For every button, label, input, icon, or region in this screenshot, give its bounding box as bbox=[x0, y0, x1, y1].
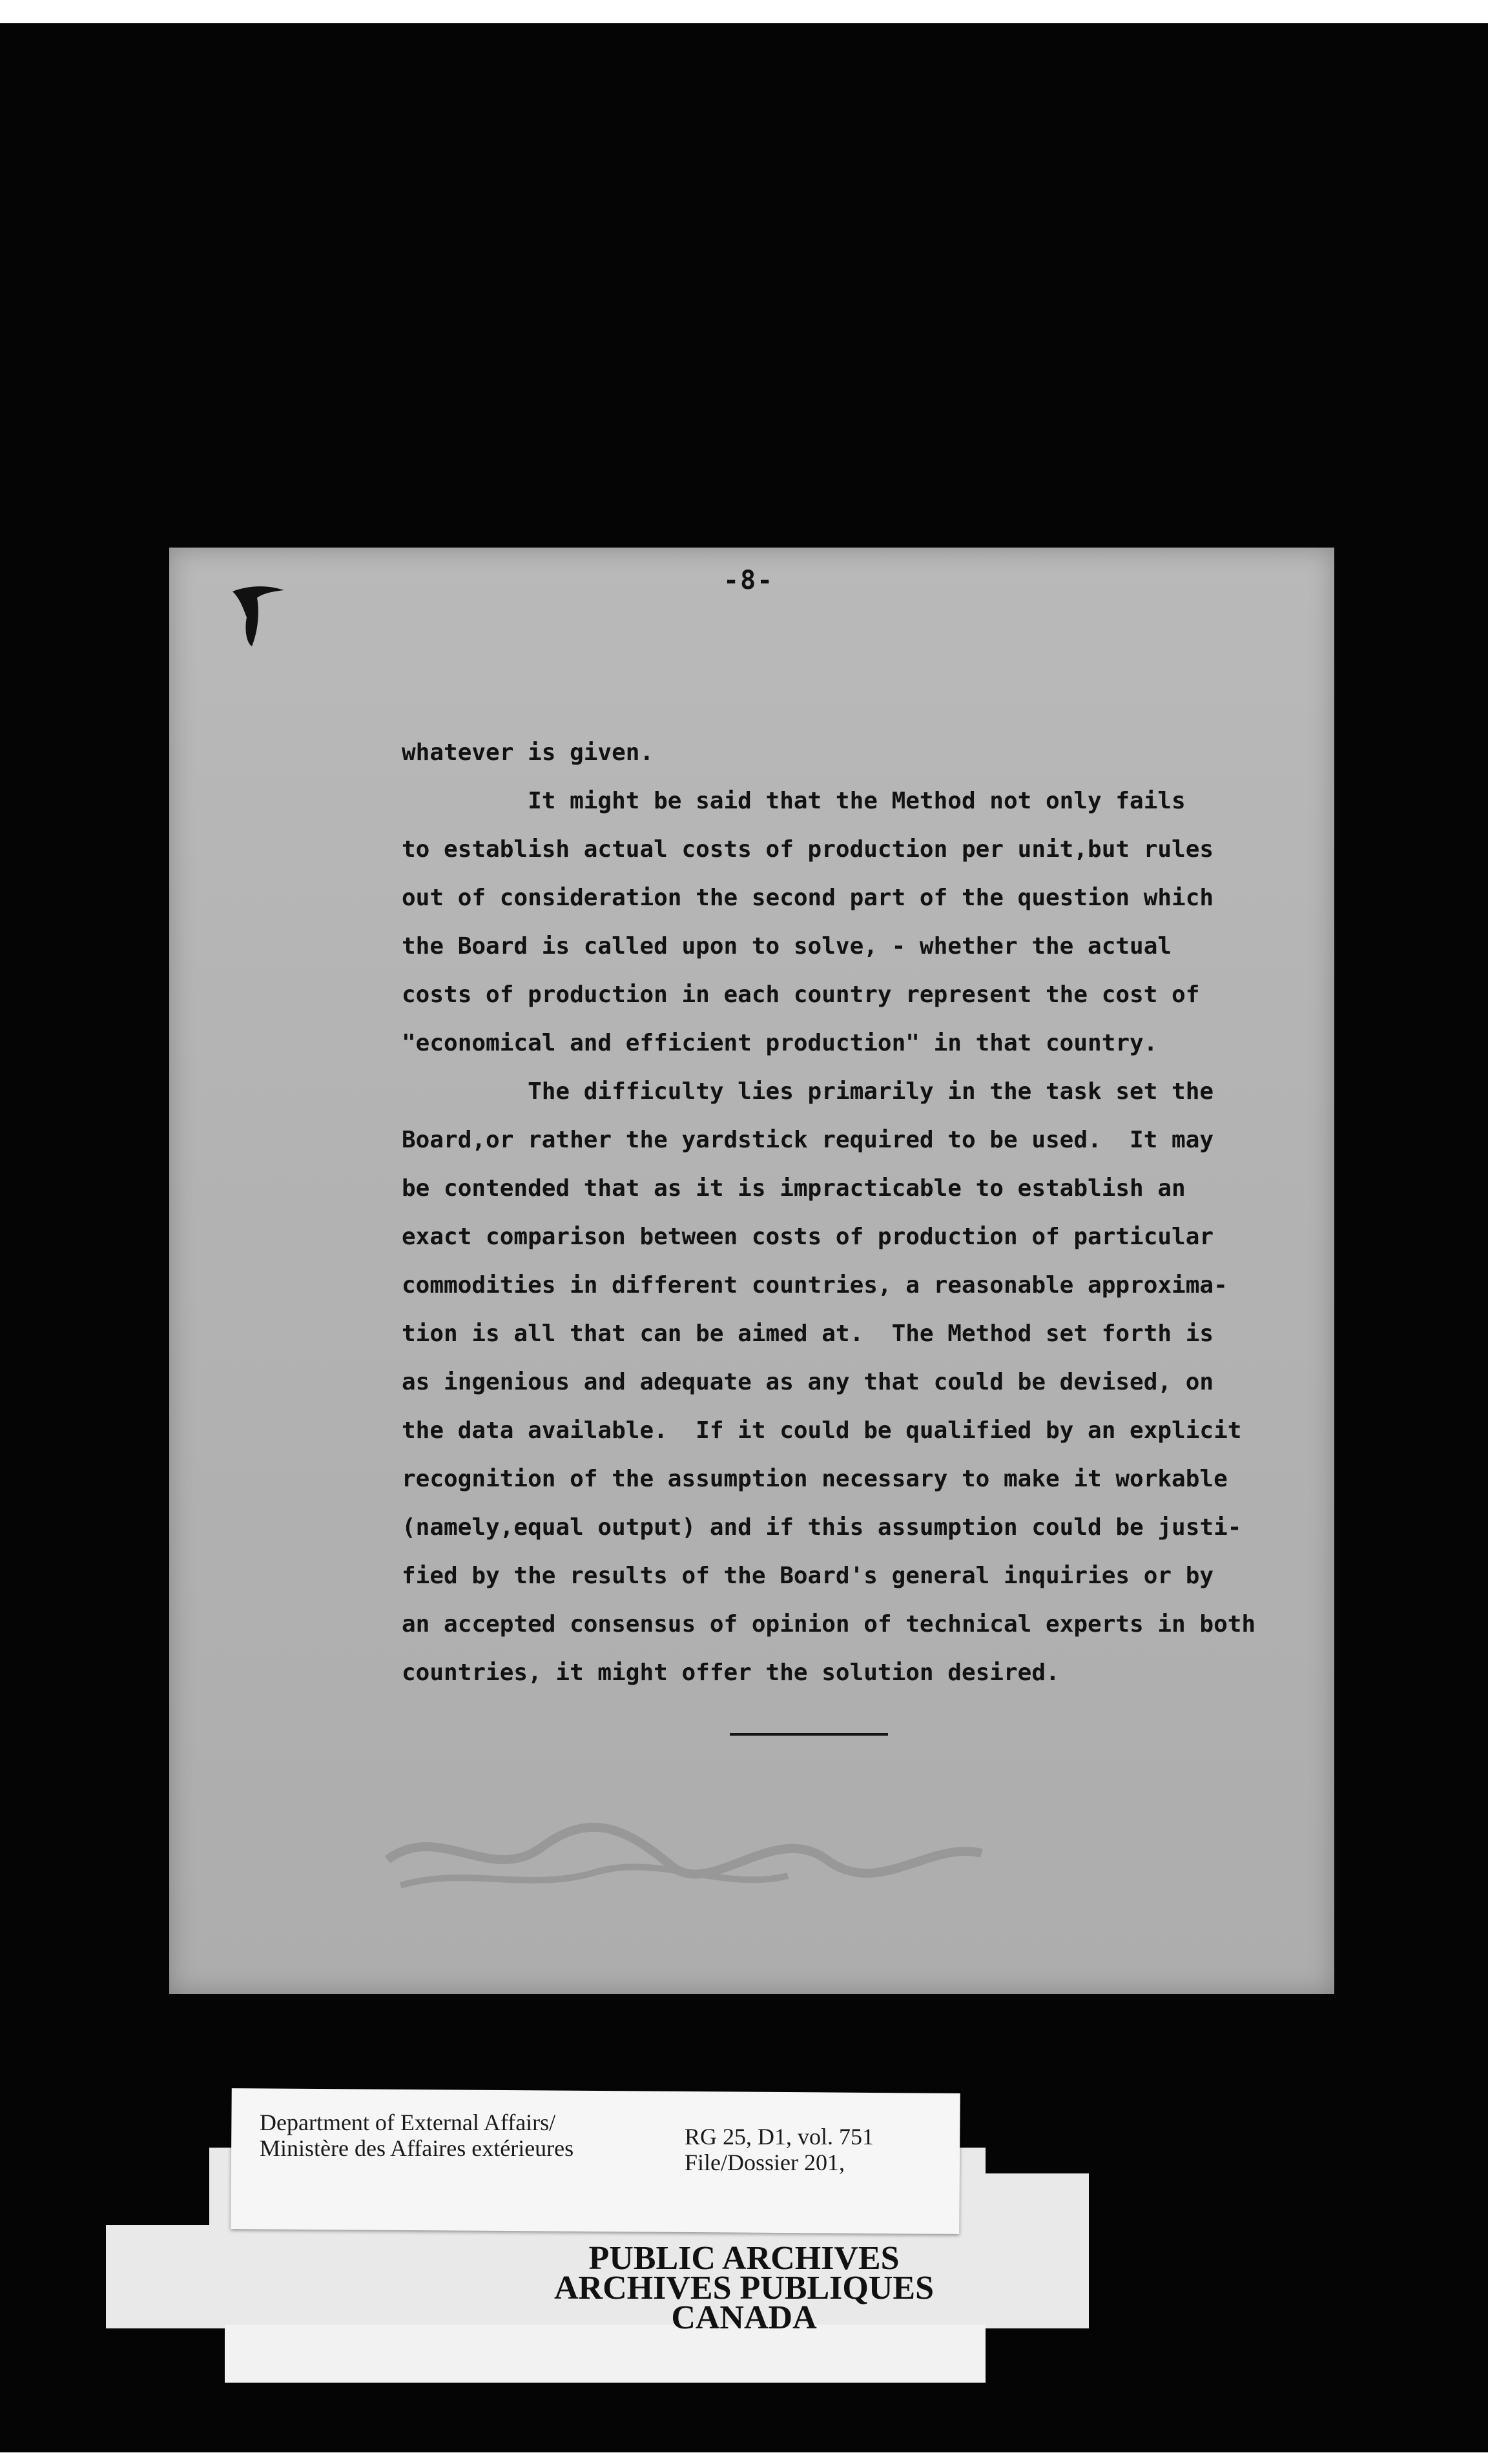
page-number: -8- bbox=[723, 566, 774, 595]
text-line: exact comparison between costs of production of particular bbox=[402, 1224, 1214, 1250]
archive-title-fr: ARCHIVES PUBLIQUES bbox=[553, 2270, 935, 2306]
text-line: out of consideration the second part of the question which bbox=[402, 885, 1214, 911]
text-line: whatever is given. bbox=[402, 739, 654, 766]
department-name-en: Department of External Affairs/ bbox=[260, 2110, 556, 2135]
record-group-ref: RG 25, D1, vol. 751 bbox=[685, 2124, 874, 2150]
text-line: to establish actual costs of production per unit,but rules bbox=[402, 836, 1214, 863]
text-line: the data available. If it could be qualified by an explicit bbox=[402, 1417, 1242, 1444]
file-ref: File/Dossier 201, bbox=[685, 2150, 845, 2175]
text-line: be contended that as it is impracticable to establish an bbox=[402, 1175, 1186, 1202]
text-line: as ingenious and adequate as any that could be devised, on bbox=[402, 1369, 1214, 1395]
text-line: It might be said that the Method not only fails bbox=[402, 788, 1186, 814]
film-top-edge bbox=[0, 0, 1488, 23]
bleed-through-stamp bbox=[362, 1795, 1008, 1898]
text-line: commodities in different countries, a reasonable approxima- bbox=[402, 1272, 1228, 1299]
closing-rule bbox=[730, 1733, 888, 1736]
film-bottom-edge bbox=[0, 2452, 1488, 2464]
department-name-fr: Ministère des Affaires extérieures bbox=[260, 2135, 574, 2161]
body-text bbox=[402, 728, 1293, 1697]
text-line: Board,or rather the yardstick required to be used. It may bbox=[402, 1127, 1214, 1153]
text-line: (namely,equal output) and if this assumption could be justi- bbox=[402, 1514, 1242, 1541]
text-line: "economical and efficient production" in that country. bbox=[402, 1030, 1158, 1056]
text-line: The difficulty lies primarily in the task set the bbox=[402, 1078, 1214, 1105]
text-line: an accepted consensus of opinion of technical experts in both bbox=[402, 1611, 1256, 1638]
text-line: the Board is called upon to solve, - whether the actual bbox=[402, 933, 1172, 960]
text-line: fied by the results of the Board's general inquiries or by bbox=[402, 1563, 1214, 1589]
label-notch bbox=[986, 2148, 1089, 2173]
text-line: costs of production in each country represent the cost of bbox=[402, 981, 1200, 1008]
ink-blot-mark bbox=[232, 572, 284, 650]
label-notch bbox=[106, 2148, 209, 2225]
text-line: tion is all that can be aimed at. The Method set forth is bbox=[402, 1320, 1214, 1347]
archive-title-country: CANADA bbox=[671, 2299, 817, 2336]
archive-title-en: PUBLIC ARCHIVES bbox=[588, 2240, 900, 2277]
text-line: countries, it might offer the solution desired. bbox=[402, 1659, 1060, 1686]
text-line: recognition of the assumption necessary to make it workable bbox=[402, 1466, 1228, 1492]
